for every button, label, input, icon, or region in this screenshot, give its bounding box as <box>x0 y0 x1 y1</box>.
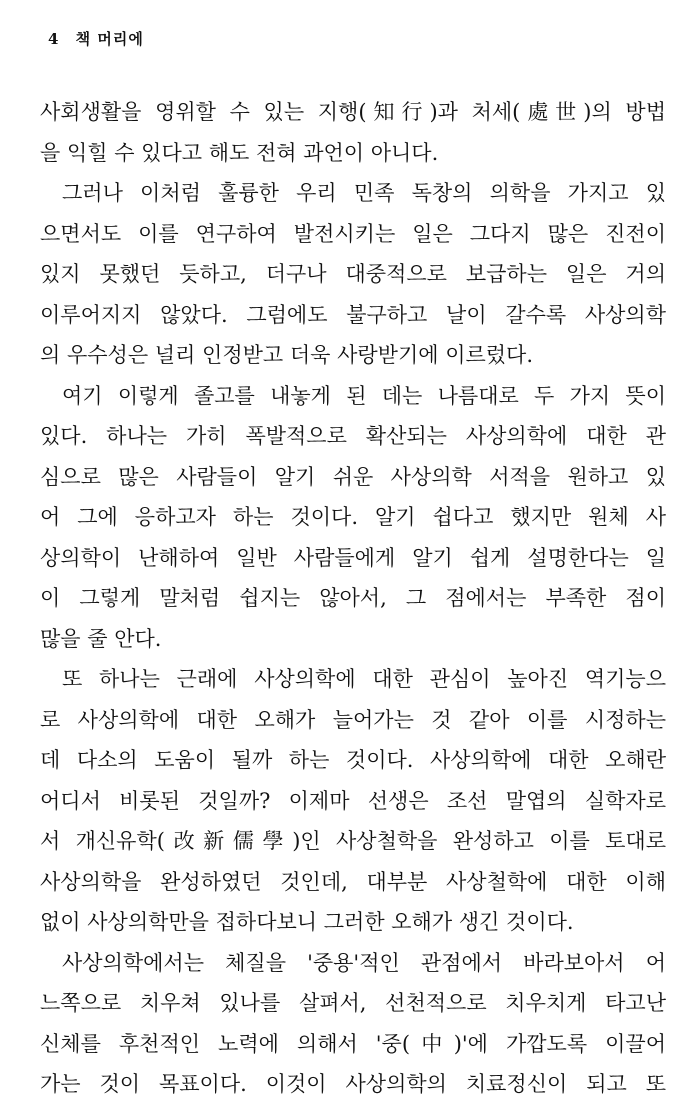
text-line: 사상의학에서는 체질을 '중용'적인 관점에서 바라보아서 어 <box>62 950 666 975</box>
body-text <box>40 92 666 1105</box>
text-line: 또 하나는 근래에 사상의학에 대한 관심이 높아진 역기능으 <box>62 667 666 691</box>
text-line: 서 개신유학(改新儒學)인 사상철학을 완성하고 이를 토대로 <box>40 829 666 853</box>
text-line: 의 우수성은 널리 인정받고 더욱 사랑받기에 이르렀다. <box>40 343 534 367</box>
text-line: 어 그에 응하고자 하는 것이다. 알기 쉽다고 했지만 원체 사 <box>40 505 666 529</box>
text-line: 느쪽으로 치우쳐 있나를 살펴서, 선천적으로 치우치게 타고난 <box>40 991 666 1015</box>
text-line: 여기 이렇게 졸고를 내놓게 된 데는 나름대로 두 가지 뜻이 <box>62 383 666 408</box>
running-title: 책 머리에 <box>75 30 144 48</box>
text-line: 있지 못했던 듯하고, 더구나 대중적으로 보급하는 일은 거의 <box>40 262 666 286</box>
text-line: 이 그렇게 말처럼 쉽지는 않아서, 그 점에서는 부족한 점이 <box>40 586 666 610</box>
running-header <box>48 28 144 49</box>
text-line: 어디서 비롯된 것일까? 이제마 선생은 조선 말엽의 실학자로 <box>40 788 666 813</box>
text-line: 있다. 하나는 가히 폭발적으로 확산되는 사상의학에 대한 관 <box>40 424 666 448</box>
text-line: 이루어지지 않았다. 그럼에도 불구하고 날이 갈수록 사상의학 <box>40 302 666 327</box>
text-line: 없이 사상의학만을 접하다보니 그러한 오해가 생긴 것이다. <box>40 910 574 934</box>
text-line: 신체를 후천적인 노력에 의해서 '중(中)'에 가깝도록 이끌어 <box>40 1031 666 1056</box>
text-line: 사회생활을 영위할 수 있는 지행(知行)과 처세(處世)의 방법 <box>40 100 666 124</box>
text-line: 을 익힐 수 있다고 해도 전혀 과언이 아니다. <box>40 140 439 165</box>
text-line: 그러나 이처럼 훌륭한 우리 민족 독창의 의학을 가지고 있 <box>62 181 666 205</box>
page-number: 4 <box>48 30 60 48</box>
text-line: 많을 줄 안다. <box>40 626 162 651</box>
text-line: 가는 것이 목표이다. 이것이 사상의학의 치료정신이 되고 또 <box>40 1072 666 1096</box>
text-line: 사상의학을 완성하였던 것인데, 대부분 사상철학에 대한 이해 <box>40 869 666 894</box>
text-line: 로 사상의학에 대한 오해가 늘어가는 것 같아 이를 시정하는 <box>40 707 666 732</box>
text-line: 으면서도 이를 연구하여 발전시키는 일은 그다지 많은 진전이 <box>40 221 666 246</box>
text-line: 데 다소의 도움이 될까 하는 것이다. 사상의학에 대한 오해란 <box>40 748 666 772</box>
text-line: 상의학이 난해하여 일반 사람들에게 알기 쉽게 설명한다는 일 <box>40 545 666 570</box>
text-line: 심으로 많은 사람들이 알기 쉬운 사상의학 서적을 원하고 있 <box>40 464 666 489</box>
